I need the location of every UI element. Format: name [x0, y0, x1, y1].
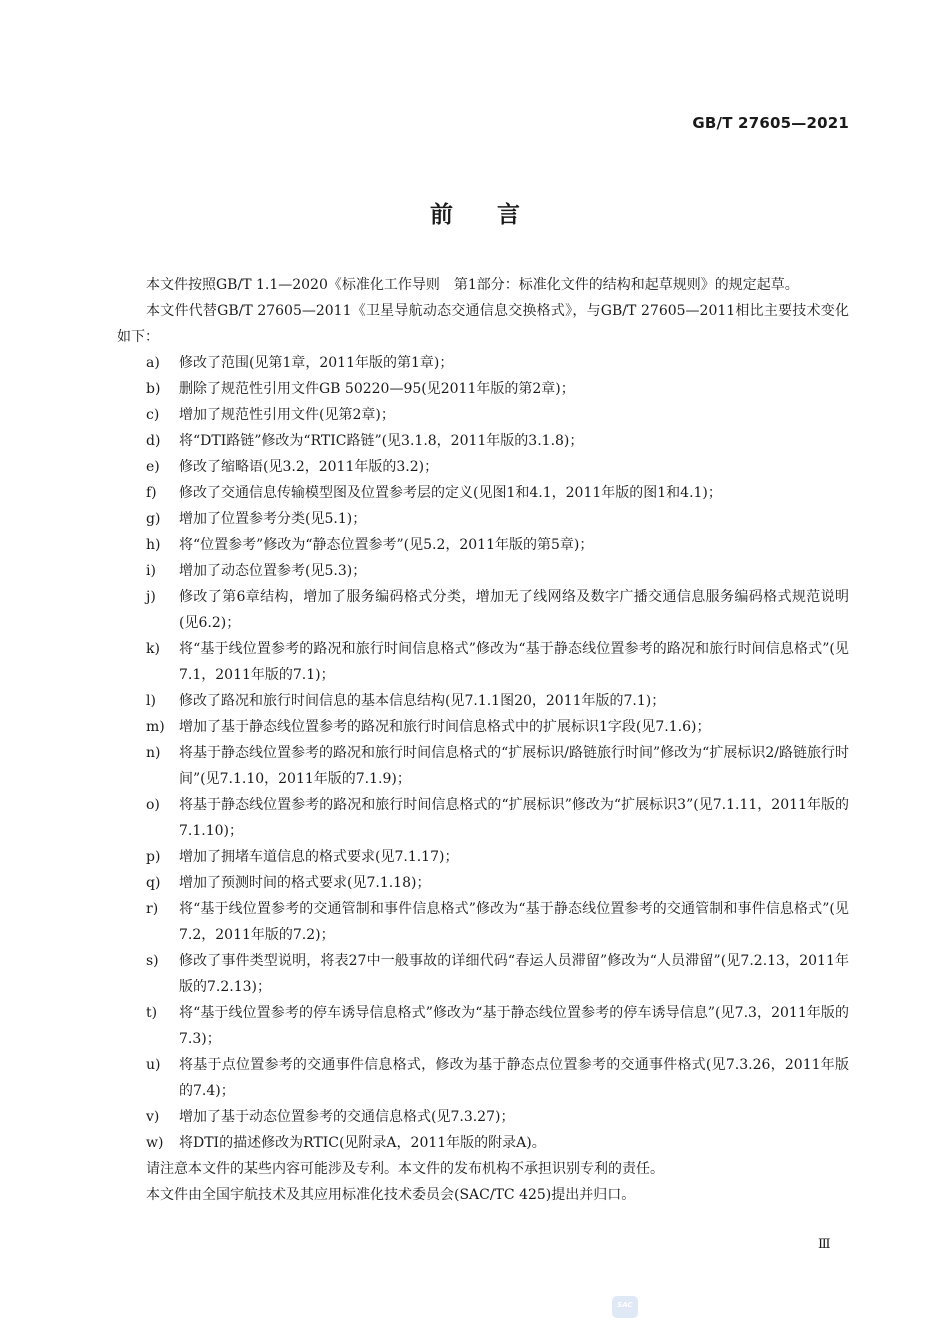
change-item-text: 增加了拥堵车道信息的格式要求(见7.1.17)；	[179, 849, 459, 865]
change-item	[117, 688, 849, 714]
change-item-text: 增加了基于动态位置参考的交通信息格式(见7.3.27)；	[179, 1109, 515, 1125]
page-number: Ⅲ	[818, 1237, 831, 1252]
change-item-marker: w)	[146, 1135, 164, 1151]
change-item-marker: e)	[146, 459, 160, 475]
changes-list	[117, 350, 849, 1156]
change-item-marker: b)	[146, 381, 161, 397]
change-item-text: 将基于静态线位置参考的路况和旅行时间信息格式的“扩展标识”修改为“扩展标识3”(见7.1.11，2011年版的7.1.10)；	[179, 797, 849, 839]
change-item	[117, 350, 849, 376]
change-item-text: 将“基于线位置参考的停车诱导信息格式”修改为“基于静态线位置参考的停车诱导信息”(见7.3，2011年版的7.3)；	[179, 1005, 849, 1047]
change-item-text: 将基于点位置参考的交通事件信息格式，修改为基于静态点位置参考的交通事件格式(见7.3.26，2011年版的7.4)；	[179, 1057, 849, 1099]
change-item-marker: m)	[146, 719, 165, 735]
change-item-marker: d)	[146, 433, 161, 449]
change-item-marker: h)	[146, 537, 161, 553]
change-item-marker: f)	[146, 485, 157, 501]
change-item-marker: a)	[146, 355, 160, 371]
change-item-marker: k)	[146, 641, 160, 657]
change-item-marker: q)	[146, 875, 161, 891]
change-item	[117, 1000, 849, 1052]
change-item	[117, 454, 849, 480]
change-item-text: 将DTI的描述修改为RTIC(见附录A，2011年版的附录A)。	[179, 1135, 546, 1151]
foreword-body	[117, 272, 849, 1208]
change-item-marker: u)	[146, 1057, 161, 1073]
change-item-text: 修改了缩略语(见3.2，2011年版的3.2)；	[179, 459, 439, 475]
change-item-marker: l)	[146, 693, 156, 709]
change-item	[117, 1130, 849, 1156]
change-item	[117, 636, 849, 688]
change-item	[117, 870, 849, 896]
change-item-text: 将“基于线位置参考的交通管制和事件信息格式”修改为“基于静态线位置参考的交通管制和事件信息格式”(见7.2，2011年版的7.2)；	[179, 901, 849, 943]
change-item-text: 将“DTI路链”修改为“RTIC路链”(见3.1.8，2011年版的3.1.8)；	[179, 433, 584, 449]
change-item	[117, 948, 849, 1000]
change-item-text: 增加了基于静态线位置参考的路况和旅行时间信息格式中的扩展标识1字段(见7.1.6)；	[179, 719, 711, 735]
change-item	[117, 532, 849, 558]
change-item	[117, 896, 849, 948]
change-item-marker: r)	[146, 901, 159, 917]
change-item-marker: c)	[146, 407, 160, 423]
change-item	[117, 792, 849, 844]
change-item-marker: n)	[146, 745, 161, 761]
change-item-text: 将基于静态线位置参考的路况和旅行时间信息格式的“扩展标识/路链旅行时间”修改为“扩展标识2/路链旅行时间”(见7.1.10，2011年版的7.1.9)；	[179, 745, 849, 787]
change-item	[117, 844, 849, 870]
change-item-text: 增加了预测时间的格式要求(见7.1.18)；	[179, 875, 431, 891]
change-item-text: 修改了交通信息传输模型图及位置参考层的定义(见图1和4.1，2011年版的图1和4.1)；	[179, 485, 722, 501]
change-item-text: 增加了动态位置参考(见5.3)；	[179, 563, 367, 579]
change-item	[117, 506, 849, 532]
change-item	[117, 1104, 849, 1130]
paragraph-drafting-rules: 本文件按照GB/T 1.1—2020《标准化工作导则 第1部分：标准化文件的结构和起草规则》的规定起草。	[146, 277, 799, 293]
change-item	[117, 402, 849, 428]
sac-logo-icon: SAC	[612, 1296, 638, 1318]
change-item-text: 将“位置参考”修改为“静态位置参考”(见5.2，2011年版的第5章)；	[179, 537, 594, 553]
change-item-text: 修改了第6章结构，增加了服务编码格式分类，增加无了线网络及数字广播交通信息服务编码格式规范说明(见6.2)；	[179, 589, 849, 631]
change-item-marker: g)	[146, 511, 161, 527]
change-item	[117, 376, 849, 402]
change-item-text: 修改了事件类型说明，将表27中一般事故的详细代码“春运人员滞留”修改为“人员滞留”(见7.2.13，2011年版的7.2.13)；	[179, 953, 849, 995]
change-item-text: 修改了范围(见第1章，2011年版的第1章)；	[179, 355, 454, 371]
change-item	[117, 558, 849, 584]
change-item-marker: o)	[146, 797, 160, 813]
change-item-marker: v)	[146, 1109, 160, 1125]
change-item-marker: j)	[146, 589, 156, 605]
change-item-marker: s)	[146, 953, 159, 969]
change-item	[117, 1052, 849, 1104]
change-item-marker: t)	[146, 1005, 158, 1021]
change-item-text: 增加了规范性引用文件(见第2章)；	[179, 407, 395, 423]
change-item-text: 增加了位置参考分类(见5.1)；	[179, 511, 367, 527]
change-item	[117, 428, 849, 454]
change-item	[117, 584, 849, 636]
change-item-marker: i)	[146, 563, 156, 579]
page-title: 前言	[430, 202, 564, 228]
change-item-text: 修改了路况和旅行时间信息的基本信息结构(见7.1.1图20，2011年版的7.1)；	[179, 693, 666, 709]
change-item	[117, 714, 849, 740]
change-item	[117, 740, 849, 792]
change-item-text: 将“基于线位置参考的路况和旅行时间信息格式”修改为“基于静态线位置参考的路况和旅行时间信息格式”(见7.1，2011年版的7.1)；	[179, 641, 849, 683]
paragraph-replacement: 本文件代替GB/T 27605—2011《卫星导航动态交通信息交换格式》，与GB/T 27605—2011相比主要技术变化如下：	[117, 303, 849, 345]
paragraph-proposer: 本文件由全国宇航技术及其应用标准化技术委员会(SAC/TC 425)提出并归口。	[146, 1187, 636, 1203]
change-item	[117, 480, 849, 506]
change-item-text: 删除了规范性引用文件GB 50220—95(见2011年版的第2章)；	[179, 381, 575, 397]
change-item-marker: p)	[146, 849, 161, 865]
paragraph-patent-notice: 请注意本文件的某些内容可能涉及专利。本文件的发布机构不承担识别专利的责任。	[146, 1161, 664, 1177]
standard-code: GB/T 27605—2021	[692, 114, 849, 132]
